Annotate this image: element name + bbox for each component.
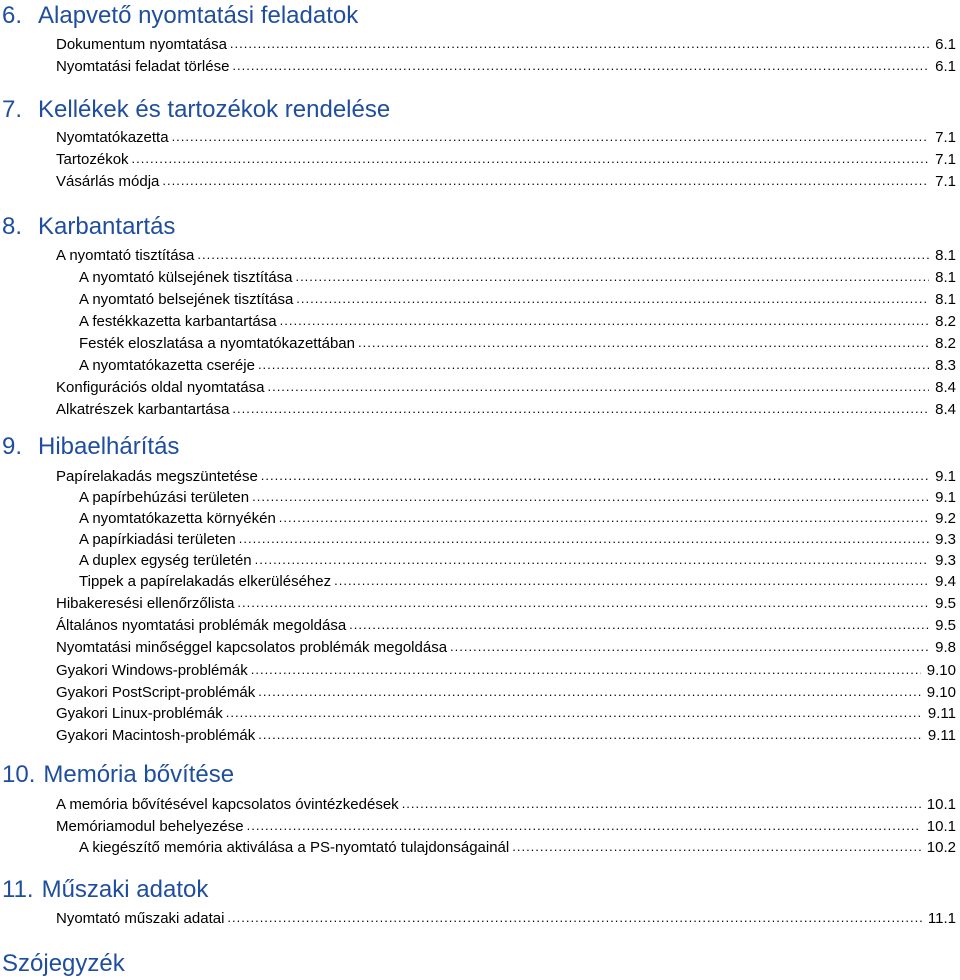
dot-leader	[280, 312, 930, 330]
entry-page: 10.1	[926, 818, 956, 835]
dot-leader	[334, 572, 929, 590]
chapter-number: 6.	[2, 2, 23, 29]
toc-entry[interactable]	[56, 169, 956, 191]
dot-leader	[247, 817, 921, 835]
toc-entry[interactable]	[56, 792, 956, 814]
toc-entry[interactable]	[56, 147, 956, 169]
entry-page: 8.4	[935, 379, 956, 396]
entry-label: Gyakori Linux-problémák	[56, 705, 223, 722]
entry-label: Gyakori Windows-problémák	[56, 662, 248, 679]
dot-leader	[267, 378, 929, 396]
dot-leader	[258, 726, 922, 744]
entry-page: 9.3	[935, 531, 956, 548]
toc-entry[interactable]	[56, 464, 956, 486]
entry-page: 9.11	[927, 705, 956, 722]
entry-label: A memória bővítésével kapcsolatos óvintézkedések	[56, 796, 399, 813]
dot-leader	[237, 594, 929, 612]
entry-page: 8.2	[935, 335, 956, 352]
entry-label: Tartozékok	[56, 151, 129, 168]
entry-label: Nyomtatási minőséggel kapcsolatos problémák megoldása	[56, 639, 448, 656]
entry-page: 8.2	[935, 313, 956, 330]
chapter-title: Kellékek és tartozékok rendelése	[38, 96, 391, 123]
toc-entry[interactable]	[79, 309, 956, 331]
entry-page: 6.1	[935, 36, 956, 53]
entry-page: 9.10	[926, 684, 956, 701]
toc-entry[interactable]	[79, 569, 956, 591]
chapter-heading[interactable]	[2, 876, 208, 904]
toc-entry[interactable]	[56, 906, 956, 928]
entry-label: Konfigurációs oldal nyomtatása	[56, 379, 265, 396]
dot-leader	[296, 290, 929, 308]
dot-leader	[226, 704, 922, 722]
entry-label: Nyomtató műszaki adatai	[56, 910, 225, 927]
entry-label: Nyomtatási feladat törlése	[56, 58, 230, 75]
toc-entry[interactable]	[56, 32, 956, 54]
dot-leader	[349, 616, 929, 634]
dot-leader	[162, 172, 929, 190]
entry-label: Memóriamodul behelyezése	[56, 818, 244, 835]
chapter-heading[interactable]	[2, 433, 179, 461]
entry-page: 9.2	[935, 510, 956, 527]
entry-label: Hibakeresési ellenőrzőlista	[56, 595, 235, 612]
toc-entry[interactable]	[79, 506, 956, 528]
toc-entry[interactable]	[79, 485, 956, 507]
dot-leader	[258, 683, 921, 701]
chapter-title: Karbantartás	[38, 213, 176, 240]
toc-entry[interactable]	[79, 835, 956, 857]
entry-label: Dokumentum nyomtatása	[56, 36, 227, 53]
toc-entry[interactable]	[56, 125, 956, 147]
entry-page: 7.1	[935, 129, 956, 146]
entry-page: 8.1	[935, 291, 956, 308]
toc-entry[interactable]	[56, 723, 956, 745]
entry-label: Gyakori PostScript-problémák	[56, 684, 256, 701]
entry-label: A festékkazetta karbantartása	[79, 313, 277, 330]
dot-leader	[239, 530, 929, 548]
entry-page: 9.4	[935, 573, 956, 590]
toc-entry[interactable]	[56, 635, 956, 657]
dot-leader	[255, 551, 930, 569]
dot-leader	[512, 838, 921, 856]
toc-entry[interactable]	[56, 701, 956, 723]
toc-entry[interactable]	[79, 548, 956, 570]
entry-label: Vásárlás módja	[56, 173, 160, 190]
entry-page: 9.1	[935, 489, 956, 506]
entry-page: 7.1	[935, 173, 956, 190]
dot-leader	[279, 509, 929, 527]
entry-label: Papírelakadás megszüntetése	[56, 468, 258, 485]
entry-page: 9.1	[935, 468, 956, 485]
toc-entry[interactable]	[56, 658, 956, 680]
chapter-title: Memória bővítése	[43, 761, 235, 788]
entry-page: 10.2	[926, 839, 956, 856]
toc-entry[interactable]	[56, 591, 956, 613]
entry-page: 7.1	[935, 151, 956, 168]
entry-page: 11.1	[927, 910, 956, 927]
chapter-number: 7.	[2, 96, 23, 123]
entry-label: A kiegészítő memória aktiválása a PS-nyomtató tulajdonságainál	[79, 839, 510, 856]
entry-label: Nyomtatókazetta	[56, 129, 169, 146]
chapter-heading[interactable]	[2, 2, 358, 30]
toc-entry[interactable]	[79, 527, 956, 549]
chapter-heading[interactable]	[2, 761, 234, 789]
entry-label: A nyomtató tisztítása	[56, 247, 195, 264]
chapter-number: 10.	[2, 761, 36, 788]
entry-label: A papírbehúzási területen	[79, 489, 250, 506]
entry-page: 8.1	[935, 247, 956, 264]
dot-leader	[132, 150, 930, 168]
entry-label: A nyomtató külsejének tisztítása	[79, 269, 293, 286]
dot-leader	[450, 638, 929, 656]
chapter-title: Műszaki adatok	[41, 876, 209, 903]
entry-label: A papírkiadási területen	[79, 531, 236, 548]
toc-entry[interactable]	[79, 353, 956, 375]
entry-page: 9.10	[926, 662, 956, 679]
entry-page: 10.1	[926, 796, 956, 813]
chapter-heading[interactable]	[2, 96, 390, 124]
entry-label: Alkatrészek karbantartása	[56, 401, 230, 418]
toc-entry[interactable]	[56, 814, 956, 836]
toc-entry[interactable]	[56, 54, 956, 76]
entry-label: Gyakori Macintosh-problémák	[56, 727, 256, 744]
entry-page: 9.5	[935, 595, 956, 612]
dot-leader	[295, 268, 929, 286]
toc-entry[interactable]	[56, 613, 956, 635]
toc-entry[interactable]	[79, 265, 956, 287]
entry-page: 9.3	[935, 552, 956, 569]
entry-label: A nyomtatókazetta cseréje	[79, 357, 255, 374]
dot-leader	[230, 35, 929, 53]
entry-label: A nyomtatókazetta környékén	[79, 510, 276, 527]
dot-leader	[172, 128, 930, 146]
entry-label: Festék eloszlatása a nyomtatókazettában	[79, 335, 355, 352]
entry-page: 8.4	[935, 401, 956, 418]
dot-leader	[358, 334, 929, 352]
chapter-title: Hibaelhárítás	[38, 433, 180, 460]
chapter-number: 11.	[2, 876, 34, 903]
chapter-number: 8.	[2, 213, 23, 240]
dot-leader	[258, 356, 929, 374]
toc-entry[interactable]	[56, 397, 956, 419]
dot-leader	[251, 661, 921, 679]
dot-leader	[227, 909, 922, 927]
entry-page: 9.11	[927, 727, 956, 744]
dot-leader	[402, 795, 921, 813]
entry-label: A nyomtató belsejének tisztítása	[79, 291, 294, 308]
chapter-heading[interactable]	[2, 213, 175, 241]
chapter-title: Alapvető nyomtatási feladatok	[38, 2, 359, 29]
chapter-title: Szójegyzék	[2, 950, 125, 977]
toc-entry[interactable]	[56, 375, 956, 397]
entry-label: Általános nyomtatási problémák megoldása	[56, 617, 347, 634]
glossary-heading[interactable]	[2, 950, 125, 978]
entry-page: 9.5	[935, 617, 956, 634]
chapter-number: 9.	[2, 433, 23, 460]
dot-leader	[232, 57, 929, 75]
toc-entry[interactable]	[79, 331, 956, 353]
dot-leader	[197, 246, 929, 264]
entry-page: 8.1	[935, 269, 956, 286]
entry-label: A duplex egység területén	[79, 552, 252, 569]
entry-page: 6.1	[935, 58, 956, 75]
entry-label: Tippek a papírelakadás elkerüléséhez	[79, 573, 332, 590]
entry-page: 9.8	[935, 639, 956, 656]
dot-leader	[232, 400, 929, 418]
dot-leader	[252, 488, 929, 506]
toc-entry[interactable]	[56, 680, 956, 702]
toc-entry[interactable]	[79, 287, 956, 309]
dot-leader	[261, 467, 929, 485]
toc-entry[interactable]	[56, 243, 956, 265]
entry-page: 8.3	[935, 357, 956, 374]
